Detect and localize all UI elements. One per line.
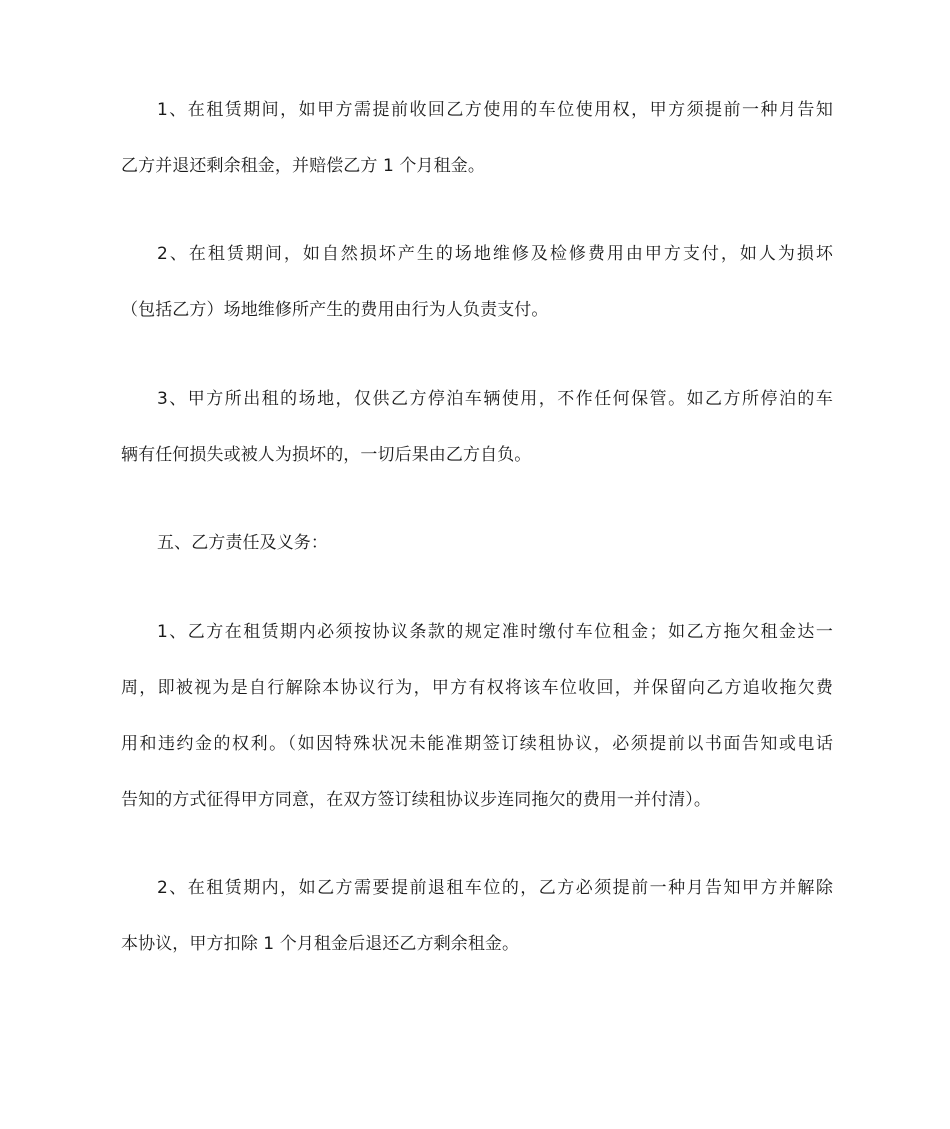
paragraph-line: 1、乙方在租赁期内必须按协议条款的规定准时缴付车位租金；如乙方拖欠租金达一 — [157, 622, 833, 642]
paragraph-line: 2、在租赁期间，如自然损坏产生的场地维修及检修费用由甲方支付，如人为损坏 — [157, 244, 833, 264]
paragraph-line: 3、甲方所出租的场地，仅供乙方停泊车辆使用，不作任何保管。如乙方所停泊的车 — [157, 389, 833, 409]
paragraph-line: 周，即被视为是自行解除本协议行为，甲方有权将该车位收回，并保留向乙方追收拖欠费 — [121, 678, 833, 698]
paragraph-line: 告知的方式征得甲方同意，在双方签订续租协议步连同拖欠的费用一并付清）。 — [121, 790, 711, 810]
paragraph-line: 用和违约金的权利。（如因特殊状况未能准期签订续租协议，必须提前以书面告知或电话 — [121, 734, 833, 754]
paragraph-line: 1、在租赁期间，如甲方需提前收回乙方使用的车位使用权，甲方须提前一种月告知 — [157, 100, 833, 120]
section-heading: 五、乙方责任及义务： — [157, 533, 328, 553]
paragraph-line: 辆有任何损失或被人为损坏的，一切后果由乙方自负。 — [121, 445, 532, 465]
paragraph-line: 2、在租赁期内，如乙方需要提前退租车位的，乙方必须提前一种月告知甲方并解除 — [157, 878, 833, 898]
paragraph-line: 乙方并退还剩余租金，并赔偿乙方 1 个月租金。 — [121, 156, 485, 176]
paragraph-line: （包括乙方）场地维修所产生的费用由行为人负责支付。 — [121, 300, 549, 320]
paragraph-line: 本协议，甲方扣除 1 个月租金后退还乙方剩余租金。 — [121, 934, 520, 954]
